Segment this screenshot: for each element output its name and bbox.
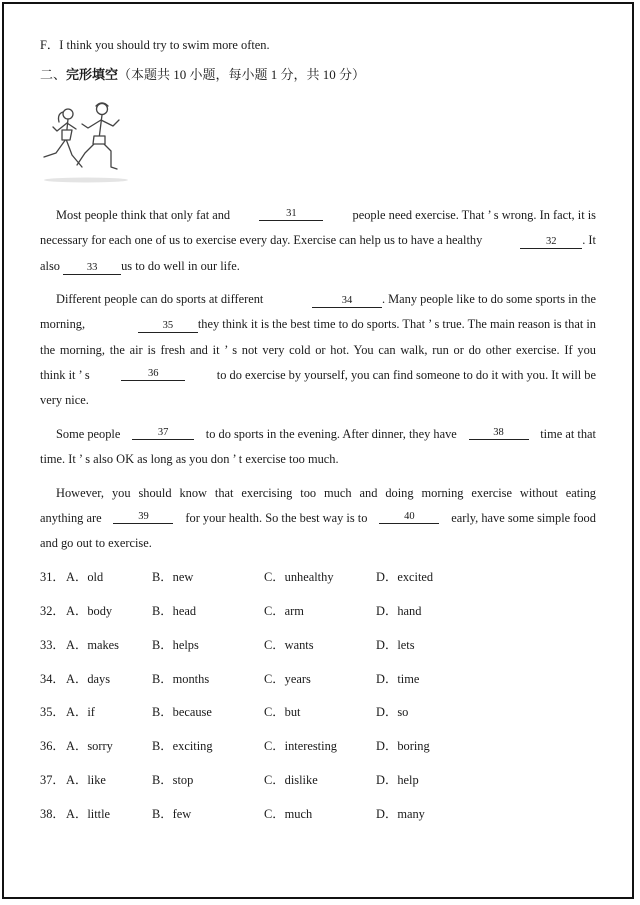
option-d: D．so [376, 705, 409, 719]
blank-36: 36 [121, 367, 185, 381]
option-b: B．new [152, 570, 194, 584]
option-b: B．exciting [152, 739, 213, 753]
passage-p4-line1: However, you should know that exercising too much and doing morning exercise without eating [56, 486, 596, 500]
question-number: 38． [40, 807, 65, 821]
passage-p2-line1 [56, 291, 596, 308]
passage-p4-line3: and go out to exercise. [40, 536, 152, 550]
question-number: 31． [40, 570, 65, 584]
blank-39: 39 [113, 510, 173, 524]
blank-34: 34 [312, 294, 382, 308]
blank-38: 38 [469, 426, 529, 440]
option-a: A．body [66, 604, 113, 618]
p4-text-3: early, have some simple food [451, 511, 596, 525]
p2-text-2: . Many people like to do some sports in the [381, 292, 596, 306]
passage-p3-line2: time. It ’ s also OK as long as you don ’ t exercise too much. [40, 452, 339, 466]
question-number: 34． [40, 672, 65, 686]
passage-p2-line5: very nice. [40, 393, 89, 407]
previous-option-f: F．I think you should try to swim more often. [40, 38, 270, 52]
runners-illustration [40, 100, 132, 186]
option-a: A．little [66, 807, 111, 821]
option-d: D．hand [376, 604, 422, 618]
blank-35: 35 [138, 319, 198, 333]
p2-text-4: they think it is the best time to do sports. That ’ s true. The main reason is that in [197, 317, 596, 331]
blank-37: 37 [132, 426, 194, 440]
passage-p2-line3: the morning, the air is fresh and it ’ s not very cold or hot. You can walk, run or do other exercise. If you [40, 343, 596, 357]
option-c: C．years [264, 672, 311, 686]
option-c: C．wants [264, 638, 314, 652]
option-a: A．old [66, 570, 104, 584]
p1-text-6: us to do well in our life. [121, 259, 240, 273]
p3-text-2: to do sports in the evening. After dinner, they have [205, 427, 457, 441]
option-d: D．time [376, 672, 420, 686]
option-c: C．dislike [264, 773, 318, 787]
p2-text-6: to do exercise by yourself, you can find someone to do it with you. It will be [216, 368, 596, 382]
passage-p1-line2 [40, 232, 596, 249]
option-a: A．makes [66, 638, 119, 652]
blank-33: 33 [63, 261, 121, 275]
p1-text-3: necessary for each one of us to exercise every day. Exercise can help us to have a healthy [40, 233, 483, 247]
option-c: C．but [264, 705, 301, 719]
section-note: （本题共 10 小题，每小题 1 分，共 10 分） [118, 67, 366, 82]
passage-p2-line4 [40, 367, 596, 383]
option-c: C．unhealthy [264, 570, 334, 584]
p3-text-1: Some people [56, 427, 121, 441]
p4-text-1: anything are [40, 511, 102, 525]
option-a: A．sorry [66, 739, 113, 753]
question-number: 35． [40, 705, 65, 719]
option-a: A．if [66, 705, 95, 719]
option-d: D．excited [376, 570, 434, 584]
passage-p3-line1 [56, 426, 596, 442]
blank-32: 32 [520, 235, 582, 249]
option-b: B．because [152, 705, 212, 719]
passage-p1-line3 [40, 258, 240, 275]
p3-text-3: time at that [540, 427, 596, 441]
p2-text-1: Different people can do sports at different [56, 292, 264, 306]
question-number: 36． [40, 739, 65, 753]
option-d: D．many [376, 807, 425, 821]
option-c: C．arm [264, 604, 304, 618]
p1-text-5: also [40, 259, 60, 273]
option-b: B．helps [152, 638, 199, 652]
blank-40: 40 [379, 510, 439, 524]
option-b: B．stop [152, 773, 194, 787]
option-d: D．boring [376, 739, 430, 753]
p1-text-1: Most people think that only fat and [56, 208, 231, 222]
p2-text-3: morning, [40, 317, 86, 331]
option-b: B．few [152, 807, 192, 821]
p1-text-2: people need exercise. That ’ s wrong. In fact, it is [352, 208, 596, 222]
section-heading [40, 67, 365, 83]
blank-31: 31 [259, 207, 323, 221]
option-a: A．days [66, 672, 111, 686]
passage-p2-line2 [40, 316, 596, 333]
option-c: C．much [264, 807, 313, 821]
section-number: 二、 [40, 67, 67, 82]
option-d: D．help [376, 773, 419, 787]
question-number: 37． [40, 773, 65, 787]
option-d: D．lets [376, 638, 415, 652]
question-number: 33． [40, 638, 65, 652]
option-c: C．interesting [264, 739, 337, 753]
question-number: 32． [40, 604, 65, 618]
p1-text-4: . It [582, 233, 596, 247]
option-a: A．like [66, 773, 106, 787]
option-b: B．head [152, 604, 197, 618]
passage-p1-line1 [56, 207, 596, 223]
option-b: B．months [152, 672, 210, 686]
passage-p4-line2 [40, 510, 596, 526]
p4-text-2: for your health. So the best way is to [185, 511, 368, 525]
p2-text-5: think it ’ s [40, 368, 90, 382]
section-title: 完形填空 [66, 67, 119, 82]
